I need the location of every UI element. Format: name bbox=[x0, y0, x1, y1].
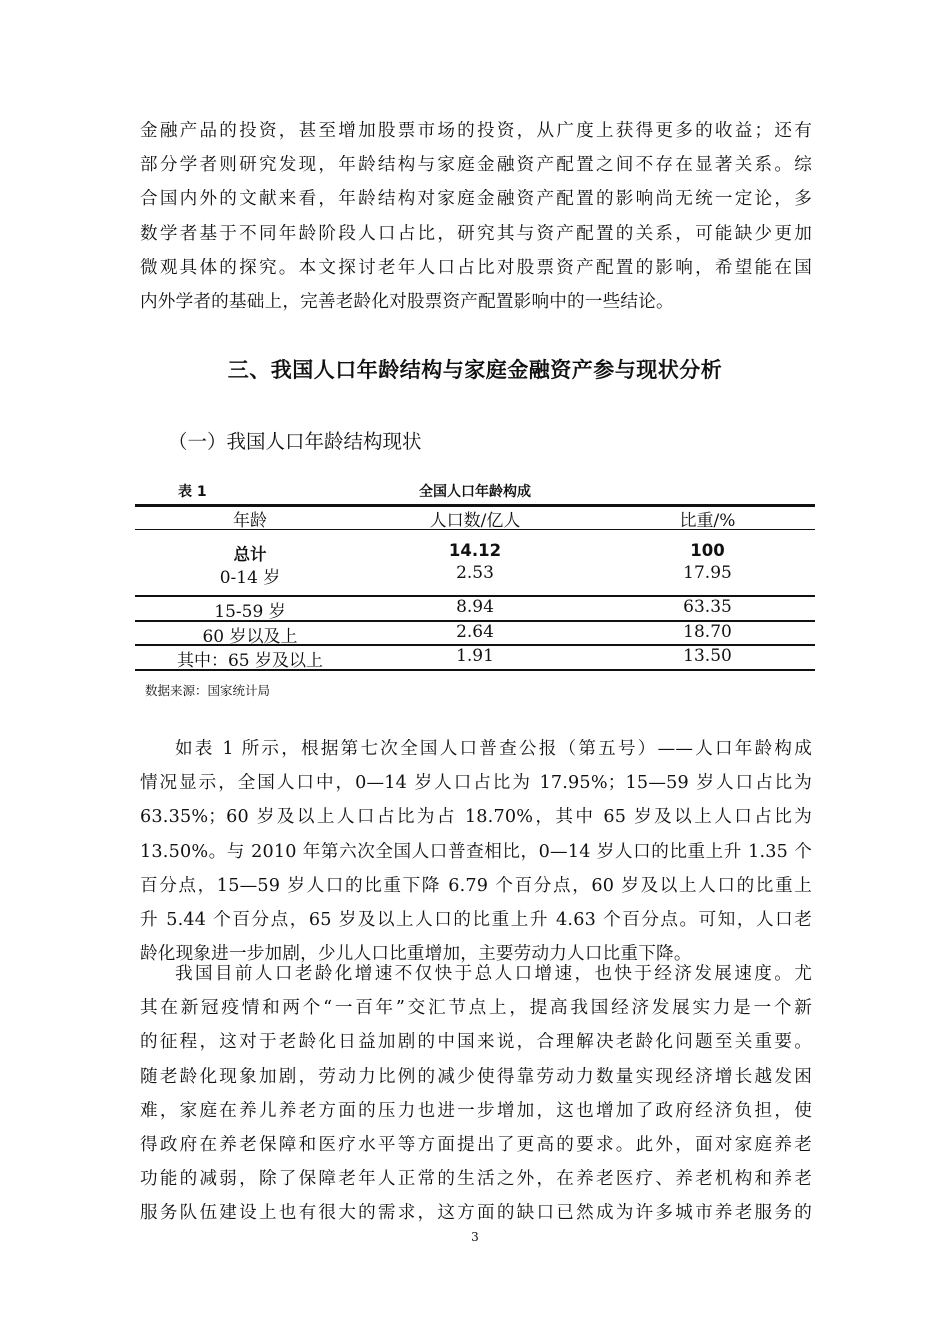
text-line: 得政府在养老保障和医疗水平等方面提出了更高的要求。此外，面对家庭养老 bbox=[140, 1134, 812, 1155]
table-cell-age: 总计 bbox=[233, 545, 267, 564]
table-source-note: 数据来源：国家统计局 bbox=[145, 683, 271, 698]
text-line: 13.50%。与 2010 年第六次全国人口普查相比，0—14 岁人口的比重上升 1.35 个 bbox=[140, 841, 812, 862]
text-line: 功能的减弱，除了保障老年人正常的生活之外，在养老医疗、养老机构和养老 bbox=[140, 1169, 812, 1190]
section-heading: 三、我国人口年龄结构与家庭金融资产参与现状分析 bbox=[227, 358, 723, 382]
text-line: 服务队伍建设上也有很大的需求，这方面的缺口已然成为许多城市养老服务的 bbox=[140, 1203, 812, 1224]
text-line: 百分点，15—59 岁人口的比重下降 6.79 个百分点，60 岁及以上人口的比重上 bbox=[140, 875, 812, 896]
table-cell-age: 0-14 岁 bbox=[219, 568, 281, 588]
text-line: 金融产品的投资，甚至增加股票市场的投资，从广度上获得更多的收益；还有 bbox=[140, 121, 812, 141]
text-line: 部分学者则研究发现，年龄结构与家庭金融资产配置之间不存在显著关系。综 bbox=[140, 155, 812, 176]
table-header-cell: 比重/% bbox=[679, 511, 736, 531]
table-cell-age: 60 岁以及上 bbox=[202, 626, 298, 647]
body-paragraph bbox=[140, 732, 812, 971]
text-line: 升 5.44 个百分点，65 岁及以上人口的比重上升 4.63 个百分点。可知，人口老 bbox=[140, 909, 812, 930]
text-line: 微观具体的探究。本文探讨老年人口占比对股票资产配置的影响，希望能在国 bbox=[140, 257, 812, 278]
text-line: 数学者基于不同年龄阶段人口占比，研究其与资产配置的关系，可能缺少更加 bbox=[140, 223, 812, 244]
table-cell-share: 13.50 bbox=[683, 646, 732, 666]
text-line: 我国目前人口老龄化增速不仅快于总人口增速，也快于经济发展速度。尤 bbox=[175, 964, 812, 984]
subsection-heading: （一）我国人口年龄结构现状 bbox=[168, 430, 422, 453]
text-line: 如表 1 所示，根据第七次全国人口普查公报（第五号）——人口年龄构成 bbox=[175, 739, 812, 759]
table-cell-population: 1.91 bbox=[456, 646, 494, 666]
table-header-cell: 人口数/亿人 bbox=[429, 511, 521, 531]
intro-paragraph bbox=[140, 114, 812, 319]
table-cell-share: 17.95 bbox=[683, 563, 732, 583]
text-line: 其在新冠疫情和两个“一百年”交汇节点上，提高我国经济发展实力是一个新 bbox=[140, 998, 812, 1019]
text-line: 龄化现象进一步加剧，少儿人口比重增加，主要劳动力人口比重下降。 bbox=[140, 944, 692, 965]
table-title: 全国人口年龄构成 bbox=[419, 484, 531, 500]
body-paragraph bbox=[140, 957, 812, 1231]
text-line: 合国内外的文献来看，年龄结构对家庭金融资产配置的影响尚无统一定论，多 bbox=[140, 189, 812, 210]
text-line: 随老龄化现象加剧，劳动力比例的减少使得靠劳动力数量实现经济增长越发困 bbox=[140, 1066, 812, 1087]
table-cell-share: 100 bbox=[690, 541, 725, 560]
text-line: 63.35%；60 岁及以上人口占比为占 18.70%，其中 65 岁及以上人口占比为 bbox=[140, 807, 812, 828]
table-cell-share: 63.35 bbox=[683, 597, 732, 617]
table-cell-population: 2.64 bbox=[456, 621, 494, 642]
text-line: 难，家庭在养儿养老方面的压力也进一步增加，这也增加了政府经济负担，使 bbox=[140, 1100, 812, 1121]
table-cell-age: 15-59 岁 bbox=[214, 602, 286, 622]
text-line: 内外学者的基础上，完善老龄化对股票资产配置影响中的一些结论。 bbox=[140, 291, 674, 312]
table-cell-age: 其中：65 岁及以上 bbox=[176, 651, 324, 671]
page-number: 3 bbox=[471, 1230, 479, 1244]
table-cell-share: 18.70 bbox=[683, 621, 732, 642]
table-cell-population: 2.53 bbox=[456, 563, 494, 583]
text-line: 情况显示，全国人口中，0—14 岁人口占比为 17.95%；15—59 岁人口占比为 bbox=[140, 773, 812, 794]
text-line: 的征程，这对于老龄化日益加剧的中国来说，合理解决老龄化问题至关重要。 bbox=[140, 1032, 812, 1053]
table-cell-population: 14.12 bbox=[448, 541, 502, 560]
table-cell-population: 8.94 bbox=[456, 597, 494, 617]
table-header-cell: 年龄 bbox=[233, 511, 267, 531]
table-number: 表 1 bbox=[178, 484, 207, 500]
